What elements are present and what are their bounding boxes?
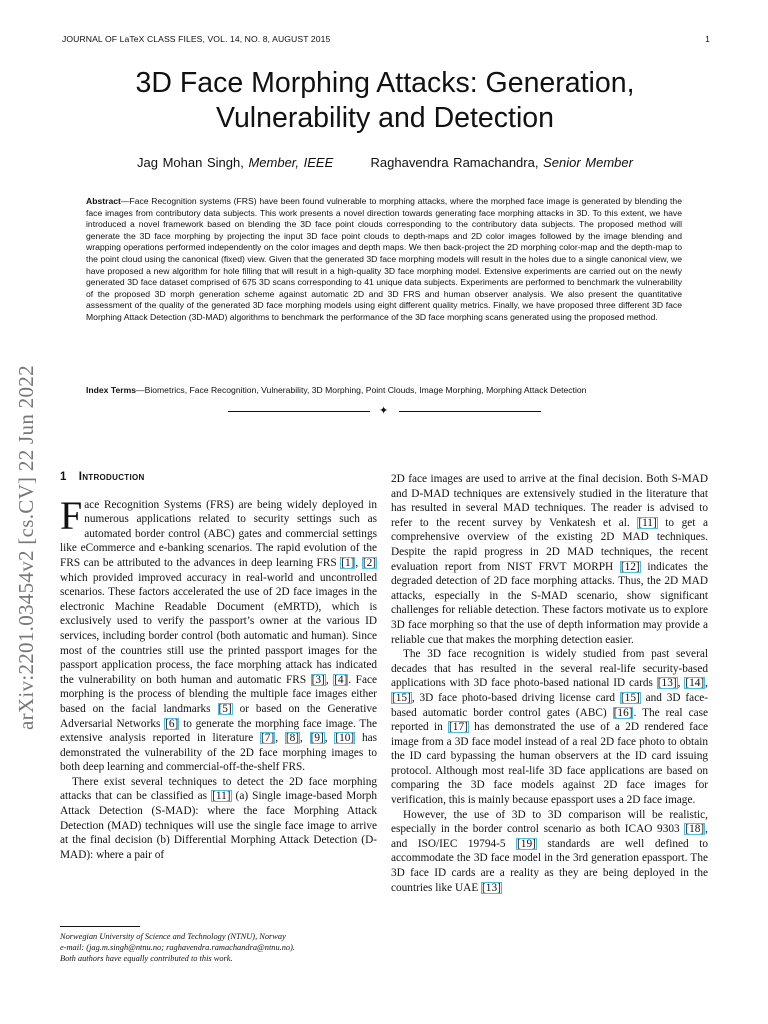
body-text: which provided improved accuracy in real-world and uncontrolled scenarios. These factors accelerated the use of 2D face images in the electronic Machine Readable Document (eMRTD), which is exclusively used to verify the passport’s owner at the various ID services, including border control (both automatic and human). Since most of the countries still use the printed passport images for the passport application process, the face morphing attack has indicated the vulnerability on both human and automatic FRS	[60, 571, 377, 686]
citation-link[interactable]: [16]	[613, 706, 633, 719]
citation-link[interactable]: [15]	[392, 691, 411, 704]
footnote-line: Both authors have equally contributed to this work.	[60, 954, 233, 963]
citation-link[interactable]: [5]	[218, 702, 232, 715]
intro-paragraph-3	[391, 472, 708, 647]
author-2-name: Raghavendra Ramachandra,	[370, 155, 539, 170]
body-text: ,	[355, 556, 362, 569]
index-terms-label: Index Terms	[86, 385, 136, 395]
citation-link[interactable]: [15]	[620, 691, 640, 704]
citation-link[interactable]: [13]	[482, 881, 501, 894]
body-text: has demonstrated the vulnerability of the 2D face morphing images to both deep learning and commercial-off-the-shelf FRS.	[60, 732, 378, 774]
body-text: ,	[705, 677, 708, 690]
footnote-rule	[60, 926, 140, 927]
section-divider	[228, 404, 541, 417]
body-text: and 3D face-based automatic border control gates (ABC)	[391, 691, 708, 719]
section-number: 1	[60, 471, 67, 483]
body-text: . Face morphing is the process of blending the multiple face images either based on the facial landmarks	[60, 673, 377, 715]
body-text: (a) Single image-based Morph Attack Detection (S-MAD): where the face Morphing Attack Detection (MAD) techniques will use the single face image to arrive at the final decision (b) Differential Morphing Attack Detection (D-MAD): where a pair of	[60, 790, 377, 861]
journal-name: JOURNAL OF LaTeX CLASS FILES, VOL. 14, NO. 8, AUGUST 2015	[62, 34, 331, 44]
author-1-name: Jag Mohan Singh,	[137, 155, 244, 170]
body-text: has demonstrated the use of a 2D rendered face image from a 3D face model instead of a real 2D face photo to obtain the ID card bypassing the human observers at the ID card issuing protocol. Although most real-life 3D face applications are based on comparing the 3D face models against 2D face images for verification, this is mainly because epassport uses a 2D face image.	[391, 721, 708, 807]
index-terms	[86, 385, 682, 397]
body-text: , and ISO/IEC 19794-5	[391, 823, 708, 850]
body-text: ,	[325, 673, 334, 686]
intro-paragraph-1	[60, 492, 378, 775]
body-text: ,	[677, 677, 685, 690]
author-2-affiliation: Senior Member	[543, 155, 633, 170]
body-text: . The real case reported in	[391, 706, 709, 734]
section-heading	[60, 470, 377, 485]
section-title: Introduction	[78, 471, 145, 483]
author-1-affiliation: Member, IEEE	[248, 155, 334, 170]
abstract	[86, 196, 682, 324]
citation-link[interactable]: [13]	[657, 677, 677, 690]
divider-diamond-icon: ✦	[379, 404, 389, 417]
body-text: to generate the morphing face image. The extensive analysis reported in literature	[60, 717, 377, 745]
body-text: ,	[300, 732, 310, 745]
page-number: 1	[705, 34, 710, 44]
citation-link[interactable]: [4]	[334, 673, 348, 686]
citation-link[interactable]: [2]	[362, 556, 376, 569]
citation-link[interactable]: [19]	[517, 837, 536, 850]
citation-link[interactable]: [1]	[341, 556, 355, 569]
author-line	[60, 155, 710, 170]
body-text: There exist several techniques to detect the 2D face morphing attacks that can be classified as	[60, 775, 377, 803]
arxiv-stamp: arXiv:2201.03454v2 [cs.CV] 22 Jun 2022	[14, 365, 38, 730]
body-text: to get a comprehensive overview of the existing 2D MAD techniques. Despite the rapid progress in 2D MAD techniques, the recent evaluation report from NIST FRVT MORPH	[391, 516, 709, 573]
body-text: standards are well defined to accommodate the 3D face model in the 3rd generation epassport. The 3D face ID cards are a reality as they are being deployed in the countries like UAE	[391, 837, 708, 894]
footnote-line: Norwegian University of Science and Technology (NTNU), Norway	[60, 932, 286, 941]
body-text: However, the use of 3D to 3D comparison will be realistic, especially in the border control scenario as both ICAO 9303	[391, 808, 708, 836]
citation-link[interactable]: [11]	[212, 790, 231, 803]
abstract-label: Abstract	[86, 196, 121, 206]
body-text: or based on the Generative Adversarial Networks	[60, 702, 377, 730]
paper-title: 3D Face Morphing Attacks: Generation, Vulnerability and Detection	[135, 67, 635, 134]
running-header	[62, 34, 710, 44]
left-column	[60, 470, 377, 862]
citation-link[interactable]: [12]	[620, 560, 640, 573]
body-text: , 3D face photo-based driving license card	[411, 691, 620, 704]
citation-link[interactable]: [3]	[311, 673, 325, 686]
body-text: The 3D face recognition is widely studied from past several decades that has resulted in the several real-life security-based applications with 3D face photo-based national ID cards	[391, 648, 708, 690]
body-text: ace Recognition Systems (FRS) are being widely deployed in numerous applications related to security settings such as automated border control (ABC) gates and commercial settings like eCommerce and e-banking scenarios. The rapid evolution of the FRS can be attributed to the advances in deep learning FRS	[60, 498, 377, 569]
footnote-line: e-mail: (jag.m.singh@ntnu.no; raghavendra.ramachandra@ntnu.no).	[60, 943, 295, 952]
abstract-text: —Face Recognition systems (FRS) have been found vulnerable to morphing attacks, where the morphed face image is generated by blending the face images from contributory data subjects. This work presents a novel direction towards generating face morphing attacks in 3D. To this extent, we have introduced a novel framework based on blending the 3D face point clouds corresponding to the contributory data subjects. The proposed method will generate the 3D face morphing by projecting the input 3D face point clouds to depth-maps and 2D color images followed by the image blending and wrapping operations performed independently on the color images and depth maps. We then back-project the 2D morphing color-map and the depth-map to the point cloud using the canonical (fixed) view. Given that the generated 3D face morphing models will result in the holes due to a single canonical view, we have proposed a new algorithm for hole filling that will result in a high-quality 3D face morphing model. Extensive experiments are carried out on the newly generated 3D face dataset comprised of 675 3D scans corresponding to 41 unique data subjects. Experiments are performed to benchmark the vulnerability of the proposed 3D morph generation scheme against automatic 2D and 3D FRS and human observer analysis. We also present the quantitative assessment of the quality of the generated 3D face morphing models using eight different quality metrics. Finally, we have proposed three different 3D face Morphing Attack Detection (3D-MAD) algorithms to benchmark the performance of the 3D face morphing scans generated using the proposed method.	[86, 196, 682, 322]
citation-link[interactable]: [17]	[449, 721, 468, 734]
drop-cap: F	[60, 492, 83, 538]
intro-paragraph-5	[391, 808, 708, 896]
citation-link[interactable]: [6]	[165, 717, 179, 730]
body-text: ,	[324, 732, 335, 745]
citation-link[interactable]: [14]	[685, 677, 705, 690]
citation-link[interactable]: [7]	[261, 732, 275, 745]
footnote	[60, 931, 377, 964]
right-column	[391, 472, 708, 895]
body-text: ,	[275, 732, 285, 745]
citation-link[interactable]: [9]	[310, 732, 324, 745]
body-text: 2D face images are used to arrive at the final decision. Both S-MAD and D-MAD techniques are extensively studied in the literature that has resulted in several MAD techniques. The reader is advised to refer to the recent survey by Venkatesh et al.	[391, 473, 708, 529]
citation-link[interactable]: [18]	[685, 823, 705, 836]
intro-paragraph-4	[391, 647, 708, 808]
intro-paragraph-2	[60, 775, 377, 863]
citation-link[interactable]: [8]	[285, 732, 299, 745]
body-text: indicates the degraded detection of 2D face morphing attacks. Thus, the 2D MAD attacks, especially in the S-MAD scenario, show significant challenges for reliable detection. These factors motivate us to explore 3D face morphing so that the use of depth information may provide a reliable cue that makes the morphing detection easier.	[391, 560, 708, 646]
index-terms-text: —Biometrics, Face Recognition, Vulnerability, 3D Morphing, Point Clouds, Image Morphing, Morphing Attack Detection	[136, 385, 587, 395]
citation-link[interactable]: [11]	[638, 516, 657, 529]
citation-link[interactable]: [10]	[335, 732, 355, 745]
